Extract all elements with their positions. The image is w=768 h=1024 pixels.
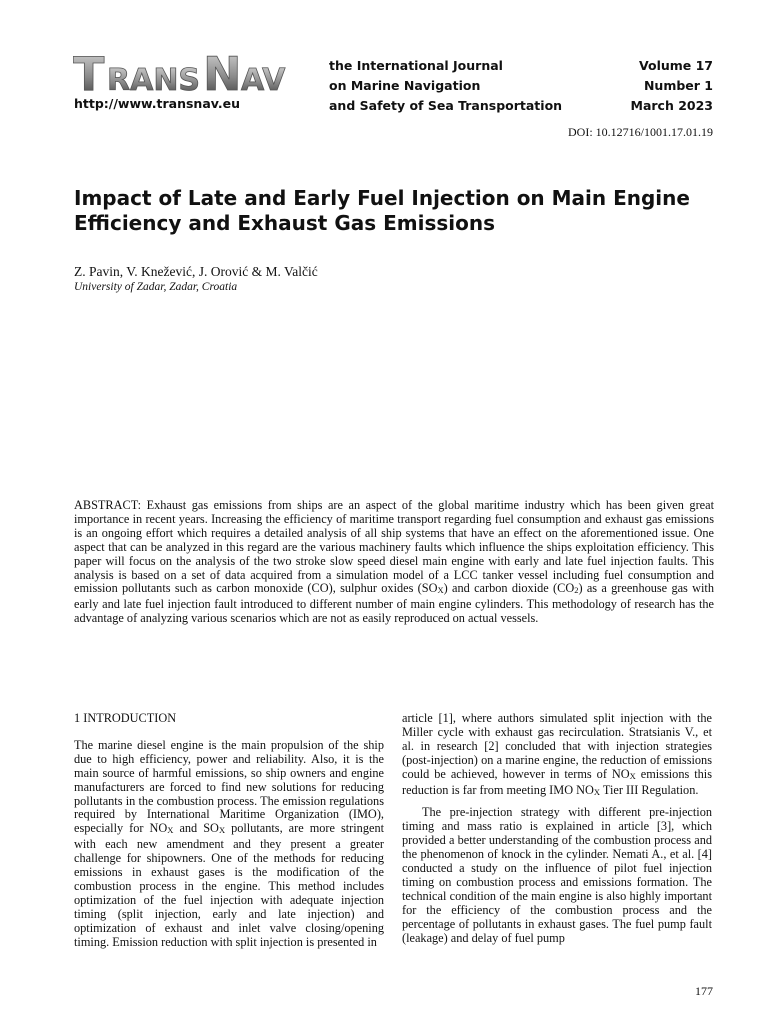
intro-p1-sub-1: X — [167, 825, 174, 836]
article-title: Impact of Late and Early Fuel Injection on Main Engine Efficiency and Exhaust Gas Emissions — [74, 186, 690, 235]
right-column — [402, 712, 712, 946]
journal-url[interactable]: http://www.transnav.eu — [74, 96, 241, 111]
svg-text:T: T — [73, 48, 105, 96]
abstract-text-1: ABSTRACT: Exhaust gas emissions from ships are an aspect of the global maritime industry which has been given great importance in recent years. Increasing the efficiency of maritime transport regarding fuel consumption and exhaust gas emissions is an ongoing effort which requires a detailed analysis of all ship systems that have an effect on the aforementioned issue. One aspect that can be analyzed in this regard are the various machinery faults which influence the ships exploitation efficiency. This paper will focus on the analysis of the two stroke slow speed diesel main engine with early and late fuel injection faults. This analysis is based on a set of data acquired from a simulation model of a LCC tanker vessel including fuel consumption and emission pollutants such as carbon monoxide (CO), sulphur oxides (SO — [74, 498, 714, 596]
intro-p1-sub-2: X — [218, 825, 226, 836]
journal-line-1: the International Journal — [329, 58, 503, 73]
affiliation: University of Zadar, Zadar, Croatia — [74, 281, 238, 293]
intro-p1-text-b: and SO — [173, 821, 219, 836]
journal-line-2: on Marine Navigation — [329, 78, 481, 93]
svg-text:AV: AV — [241, 63, 286, 96]
abstract-text-3: ) as a greenhouse gas with early and late fuel injection fault introduced to different number of main engine cylinders. This methodology of research has the advantage of analyzing various scenarios which are not as easily reproduced on actual vessels. — [74, 581, 714, 626]
journal-line-3: and Safety of Sea Transportation — [329, 98, 563, 113]
intro-p1c-sub-2: X — [593, 786, 601, 797]
intro-p1-text-a: The marine diesel engine is the main propulsion of the ship due to high efficiency, power and reliability. Also, it is the main source of harmful emissions, so ship owners and engine manufacturers are forced to find new solutions for reducing pollutants in the combustion process. The emission regulations required by International Maritime Organization (IMO), especially for NO — [74, 737, 384, 836]
issue-date: March 2023 — [630, 98, 713, 113]
abstract — [74, 499, 714, 626]
transnav-logo-graphic — [73, 48, 325, 96]
intro-p1c-text-a: article [1], where authors simulated split injection with the Miller cycle with exhaust gas recirculation. Stratsianis V., et al. in research [2] concluded that with injection strategies (post-injection) on a marine engine, the reduction of emissions could be achieved, however in terms of NO — [402, 711, 712, 781]
page-number: 177 — [695, 984, 713, 998]
volume: Volume 17 — [638, 58, 713, 73]
issue-number: Number 1 — [643, 78, 713, 93]
abstract-text-2: ) and carbon dioxide (CO — [443, 581, 575, 596]
intro-p1c-text-b: emissions this reduction is far from meeting IMO NO — [402, 766, 712, 797]
journal-name — [329, 56, 562, 116]
section-heading: 1 INTRODUCTION — [74, 711, 177, 725]
intro-p1c-text-c: Tier III Regulation. — [600, 782, 699, 797]
intro-p1c-sub-1: X — [629, 770, 636, 781]
intro-p1-text-c: pollutants, are more stringent with each new amendment and they present a greater challenge for shipowners. One of the methods for reducing emissions in exhaust gases is the modification of the combustion process in the engine. This method includes optimization of the fuel injection with adequate injection timing (split injection, early and late injection) and optimization of exhaust and inlet valve closing/opening timing. Emission reduction with split injection is presented in — [74, 821, 385, 949]
issue-info — [631, 56, 714, 116]
svg-text:RANS: RANS — [107, 63, 201, 96]
intro-paragraph-2: The pre-injection strategy with different pre-injection timing and mass ratio is explained in article [3], which provided a better understanding of the combustion process and the phenomenon of knock in the cylinder. Nemati A., et al. [4] conducted a study on the influence of pilot fuel injection timing on combustion process and emissions formation. The technical condition of the main engine is also highly important for the efficiency of the combustion process and the percentage of pollutants in exhaust gases. The fuel pump fault (leakage) and delay of fuel pump — [402, 805, 712, 945]
left-column — [74, 712, 384, 950]
journal-logo — [73, 48, 325, 96]
abstract-sub-2: 2 — [574, 585, 579, 596]
intro-paragraph-1 — [74, 739, 384, 950]
abstract-sub-1: X — [437, 585, 444, 596]
doi[interactable]: DOI: 10.12716/1001.17.01.19 — [568, 125, 713, 139]
intro-paragraph-1-cont — [402, 712, 712, 799]
svg-text:N: N — [203, 48, 242, 96]
authors: Z. Pavin, V. Knežević, J. Orović & M. Valčić — [74, 264, 318, 279]
